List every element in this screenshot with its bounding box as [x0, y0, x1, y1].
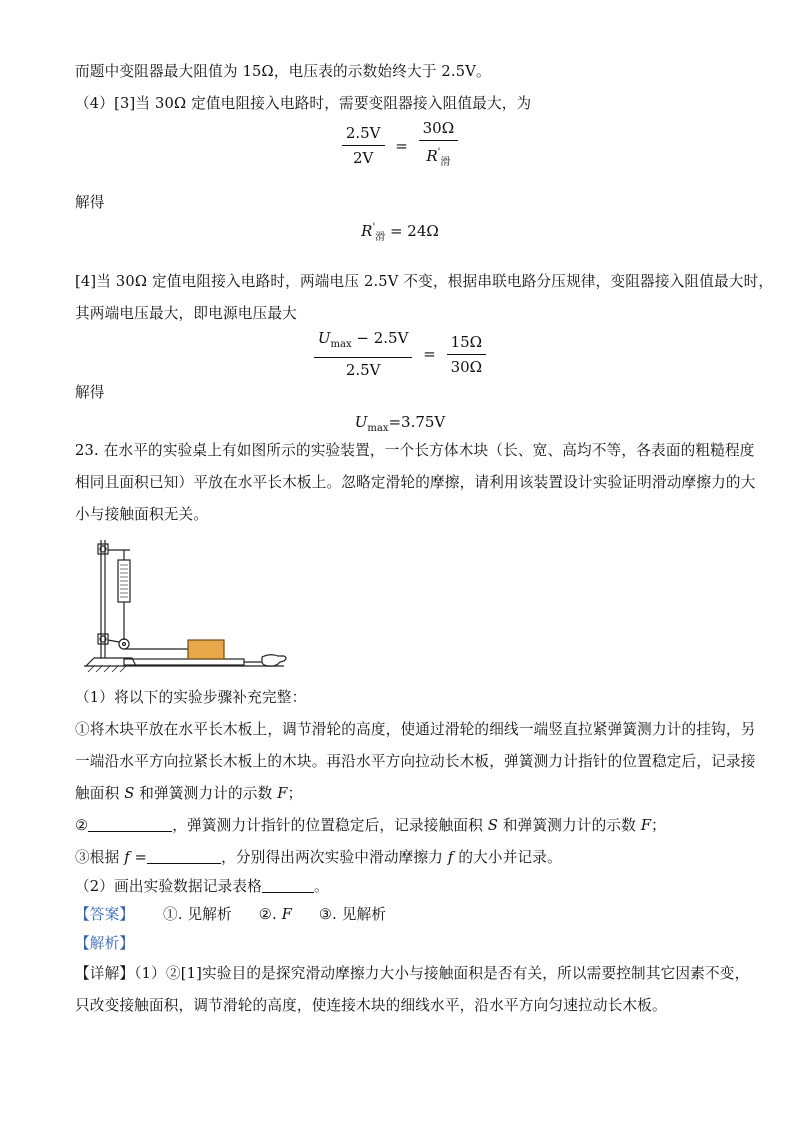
step-1-text: 触面积 S 和弹簧测力计的示数 F；	[75, 785, 303, 802]
solution-line: 解得	[75, 194, 105, 211]
formula-result-1: $R'_滑 = 24\Omega$	[361, 222, 439, 243]
answer-line: 【答案】 ①. 见解析 ②. F ③. 见解析	[75, 906, 387, 923]
analysis-label: 【解析】	[75, 935, 135, 952]
detail-line: 只改变接触面积，调节滑轮的高度，使连接木块的细线水平，沿水平方向匀速拉动长木板。	[75, 997, 667, 1014]
question-23-text: 小与接触面积无关。	[75, 506, 209, 523]
fraction-right: $\frac{15\Omega}{30\Omega}$	[447, 332, 487, 377]
answer-blank[interactable]	[147, 849, 221, 864]
fraction-right: $\frac{30\Omega}{R'_滑}$	[419, 118, 459, 173]
ground-hatching	[88, 666, 126, 672]
fraction-left: $\frac{2.5V}{2V}$	[342, 123, 385, 168]
step-1-text: ①将木块平放在水平长木板上，调节滑轮的高度，使通过滑轮的细线一端竖直拉紧弹簧测力计的挂钩，另	[75, 721, 756, 738]
formula-result-2: $U_{max}=3.75V$	[354, 413, 446, 434]
solution-line: [4]当 30Ω 定值电阻接入电路时，两端电压 2.5V 不变，根据串联电路分压规律，变阻器接入阻值最大时，	[75, 273, 774, 290]
solution-line: 其两端电压最大，即电源电压最大	[75, 305, 297, 322]
fraction-left: $\frac{U_{max} - 2.5V}{2.5V}$	[314, 328, 413, 380]
question-23-text: 相同且面积已知）平放在水平长木板上。忽略定滑轮的摩擦，请利用该装置设计实验证明滑动摩擦力的大	[75, 474, 756, 491]
solution-line: 解得	[75, 384, 105, 401]
experiment-apparatus-figure	[84, 534, 300, 674]
answer-label: 【答案】	[75, 906, 135, 923]
solution-line: 而题中变阻器最大阻值为 15Ω，电压表的示数始终大于 2.5V。	[75, 63, 491, 80]
long-board	[124, 659, 244, 665]
wooden-block	[188, 640, 224, 659]
formula-fraction-2: $\frac{U_{max} - 2.5V}{2.5V}$ = $\frac{15\Omega}{30\Omega}$	[0, 328, 800, 380]
hand	[262, 655, 286, 666]
step-2-text: ② ，弹簧测力计指针的位置稳定后，记录接触面积 S 和弹簧测力计的示数 F；	[75, 817, 666, 834]
detail-line: 【详解】（1）②[1]实验目的是探究滑动摩擦力大小与接触面积是否有关，所以需要控制其它因素不变，	[75, 965, 750, 982]
pulley	[119, 639, 129, 649]
question-23-text: 23. 在水平的实验桌上有如图所示的实验装置，一个长方体木块（长、宽、高均不等，各表面的粗糙程度	[75, 442, 755, 459]
answer-blank[interactable]	[262, 878, 314, 893]
answer-blank[interactable]	[88, 817, 172, 832]
step-1-text: 一端沿水平方向拉紧长木板上的木块。再沿水平方向拉动长木板，弹簧测力计指针的位置稳定后，记录接	[75, 753, 756, 770]
step-3-text: ③根据 f = ，分别得出两次实验中滑动摩擦力 f 的大小并记录。	[75, 849, 562, 866]
formula-fraction-1: $\frac{2.5V}{2V}$ = $\frac{30\Omega}{R'_滑}$	[0, 118, 800, 173]
part-2-text: （2）画出实验数据记录表格 。	[75, 878, 329, 895]
step-heading: （1）将以下的实验步骤补充完整：	[75, 689, 307, 706]
solution-line: （4）[3]当 30Ω 定值电阻接入电路时，需要变阻器接入阻值最大，为	[75, 95, 532, 112]
